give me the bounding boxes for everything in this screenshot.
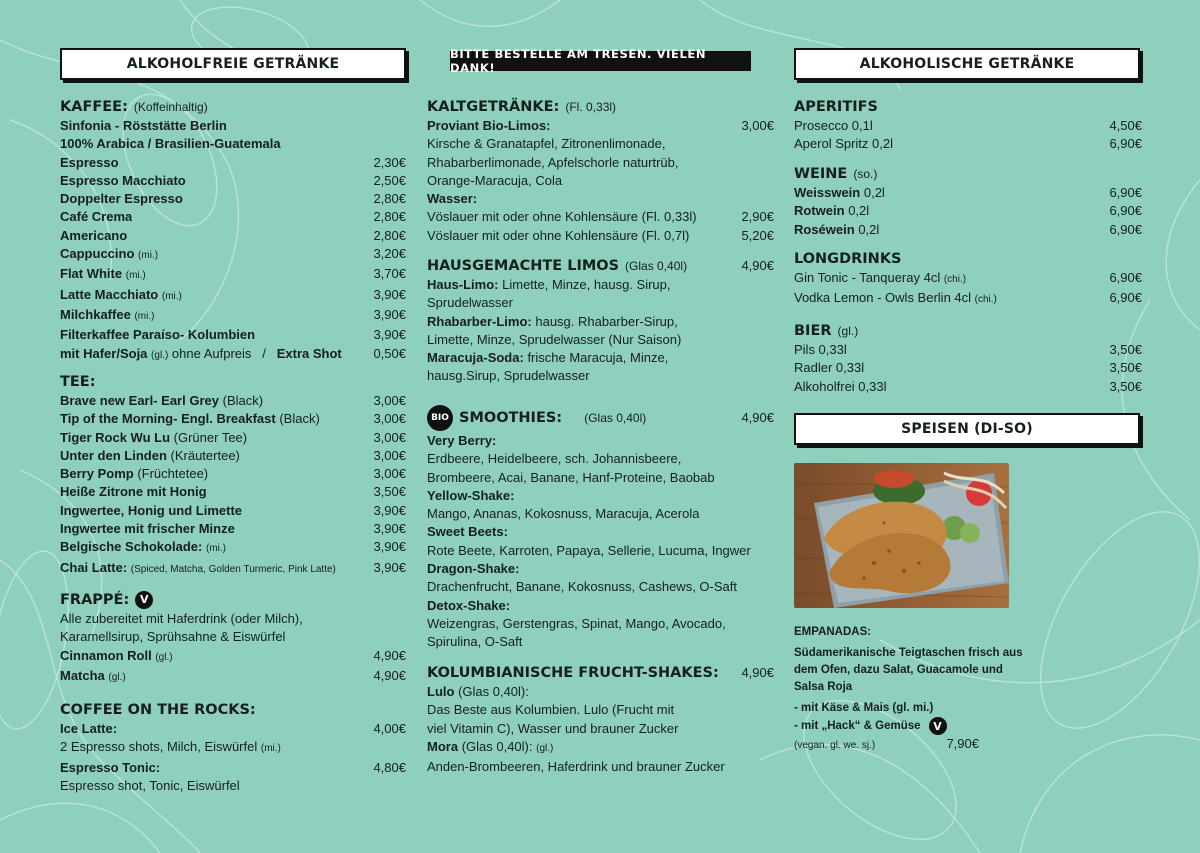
empanadas-desc-1: Südamerikanische Teigtaschen frisch aus [794,647,1023,659]
tee-item: Berry Pomp (Früchtetee) 3,00€ [60,466,406,482]
espresso-tonic-row: Espresso Tonic: 4,80€ [60,759,406,775]
tee-item: Belgische Schokolade: (mi.) 3,90€ [60,539,406,555]
aperitif-item: Aperol Spritz 0,2l 6,90€ [794,136,1142,152]
ice-latte-desc: 2 Espresso shots, Milch, Eiswürfel (mi.) [60,739,281,755]
section-hausgemachte-limos [427,256,774,386]
smoothie-desc: Mango, Ananas, Kokosnuss, Maracuja, Acerola [427,506,700,522]
rocks-title: COFFEE ON THE ROCKS: [60,702,256,718]
lulo-row: Lulo (Glas 0,40l): [427,684,529,699]
smoothie-desc: Brombeere, Acai, Banane, Hanf-Proteine, Baobab [427,469,715,485]
smoothie-desc: Rote Beete, Karroten, Papaya, Sellerie, Lucuma, Ingwer [427,542,751,558]
section-aperitifs [794,97,1142,154]
weine-title: WEINE (so.) [794,166,878,182]
frappe-desc-1: Alle zubereitet mit Haferdrink (oder Milch), [60,611,303,626]
kaffee-item: Doppelter Espresso 2,80€ [60,191,406,207]
kaffee-item: Americano 2,80€ [60,227,406,243]
kaffee-item: Espresso Macchiato 2,50€ [60,172,406,188]
section-tee [60,372,406,579]
kolumb-title: KOLUMBIANISCHE FRUCHT-SHAKES: 4,90€ [427,665,774,681]
proviant-desc-2: Rhabarberlimonade, Apfelschorle naturtrüb, [427,154,679,170]
bier-title: BIER (gl.) [794,323,859,339]
ice-latte-row: Ice Latte: 4,00€ [60,721,406,736]
empanadas-title: EMPANADAS: [794,626,872,638]
empanadas-desc-3: Salsa Roja [794,681,853,693]
empanadas-price-row: (vegan. gl. we. sj.) 7,90€ [794,736,979,751]
proviant-desc-3: Orange-Maracuja, Cola [427,172,563,188]
tee-item: Ingwertee, Honig und Limette 3,90€ [60,502,406,518]
tee-item: Tip of the Morning- Engl. Breakfast (Black) 3,00€ [60,411,406,427]
kaffee-item: Flat White (mi.) 3,70€ [60,266,406,282]
frappe-desc-2: Karamellsirup, Sprühsahne & Eiswürfel [60,629,286,645]
section-coffee-on-the-rocks [60,700,406,795]
section-bier [794,321,1142,396]
smoothies-title: BIO SMOOTHIES: (Glas 0,40l) 4,90€ [427,404,774,432]
limo-item-desc: Limette, Minze, Sprudelwasser (Nur Saison) [427,331,682,347]
wasser-label: Wasser: [427,191,478,207]
smoothie-desc: Weizengras, Gerstengras, Spinat, Mango, Avocado, [427,615,726,631]
lulo-desc-1: Das Beste aus Kolumbien. Lulo (Frucht mit [427,702,675,718]
chai-latte-row: Chai Latte: (Spiced, Matcha, Golden Turmeric, Pink Latte) 3,90€ [60,559,406,575]
smoothie-name: Dragon-Shake: [427,561,520,577]
empanadas-option-1: - mit Käse & Mais (gl. mi.) [794,702,934,714]
limo-item: Haus-Limo: Limette, Minze, hausg. Sirup, [427,277,671,292]
kaffee-item: Filterkaffee Paraíso- Kolumbien 3,90€ [60,327,406,343]
section-empanadas [794,624,1142,754]
wein-item: Rotwein 0,2l 6,90€ [794,203,1142,219]
tee-item: Unter den Linden (Kräutertee) 3,00€ [60,447,406,463]
section-frappe [60,590,406,687]
smoothie-desc: Drachenfrucht, Banane, Kokosnuss, Cashews, O-Saft [427,579,737,595]
kaffee-item: Cappuccino (mi.) 3,20€ [60,246,406,262]
header-alkoholfreie-getraenke: ALKOHOLFREIE GETRÄNKE [60,48,406,80]
smoothie-name: Detox-Shake: [427,597,511,613]
longdrink-item: Gin Tonic - Tanqueray 4cl (chi.) 6,90€ [794,270,1142,285]
tee-item: Ingwertee mit frischer Minze 3,90€ [60,521,406,537]
bio-icon: BIO [427,405,453,431]
empanadas-option-2: - mit „Hack“ & Gemüse V [794,717,1142,735]
bier-item: Alkoholfrei 0,33l 3,50€ [794,378,1142,394]
empanadas-desc-2: dem Ofen, dazu Salat, Guacamole und [794,664,1003,676]
tee-item: Brave new Earl- Earl Grey (Black) 3,00€ [60,393,406,408]
wein-item: Roséwein 0,2l 6,90€ [794,221,1142,237]
proviant-row: Proviant Bio-Limos: 3,00€ [427,118,774,133]
limo-item-desc: hausg.Sirup, Sprudelwasser [427,368,590,384]
smoothie-desc: Erdbeere, Heidelbeere, sch. Johannisbeere, [427,451,682,467]
kaffee-origin-2: 100% Arabica / Brasilien-Guatemala [60,136,281,152]
tee-item: Tiger Rock Wu Lu (Grüner Tee) 3,00€ [60,429,406,445]
header-speisen: SPEISEN (DI-SO) [794,413,1140,445]
empanada-photo [794,463,1009,608]
espresso-tonic-desc: Espresso shot, Tonic, Eiswürfel [60,777,240,793]
kaffee-item: Café Crema 2,80€ [60,209,406,225]
longdrink-item: Vodka Lemon - Owls Berlin 4cl (chi.) 6,90€ [794,290,1142,306]
hafer-soja-row: mit Hafer/Soja (gl.) ohne Aufpreis / Extra Shot 0,50€ [60,345,406,361]
section-weine [794,164,1142,239]
kalt-title: KALTGETRÄNKE: (Fl. 0,33l) [427,99,617,115]
bier-item: Radler 0,33l 3,50€ [794,360,1142,376]
order-at-counter-banner: BITTE BESTELLE AM TRESEN. VIELEN DANK! [450,51,751,71]
frappe-title: FRAPPÉ: V [60,590,406,610]
section-kaltgetraenke [427,97,774,245]
vegan-icon: V [135,591,153,609]
water-item: Vöslauer mit oder ohne Kohlensäure (Fl. 0,33l) 2,90€ [427,209,774,225]
mora-desc: Anden-Brombeeren, Haferdrink und brauner Zucker [427,759,725,775]
aperitifs-title: APERITIFS [794,99,878,115]
limo-item: Rhabarber-Limo: hausg. Rhabarber-Sirup, [427,313,678,329]
tee-title: TEE: [60,374,96,390]
kaffee-origin-1: Sinfonia - Röststätte Berlin [60,118,227,133]
section-kolumbianische-shakes [427,663,774,776]
frappe-item: Cinnamon Roll (gl.) 4,90€ [60,647,406,663]
frappe-item: Matcha (gl.) 4,90€ [60,667,406,683]
water-item: Vöslauer mit oder ohne Kohlensäure (Fl. 0,7l) 5,20€ [427,227,774,243]
kaffee-item: Milchkaffee (mi.) 3,90€ [60,306,406,322]
longdrinks-title: LONGDRINKS [794,251,902,267]
header-alkoholische-getraenke: ALKOHOLISCHE GETRÄNKE [794,48,1140,80]
section-smoothies [427,404,774,652]
smoothie-desc: Spirulina, O-Saft [427,634,523,650]
kaffee-title: KAFFEE: (Koffeinhaltig) [60,99,208,115]
smoothie-name: Sweet Beets: [427,524,508,540]
kaffee-item: Latte Macchiato (mi.) 3,90€ [60,286,406,302]
bier-item: Pils 0,33l 3,50€ [794,342,1142,357]
limo-item-desc: Sprudelwasser [427,295,513,311]
smoothie-name: Very Berry: [427,433,497,448]
kaffee-item: Espresso 2,30€ [60,154,406,170]
tee-item: Heiße Zitrone mit Honig 3,50€ [60,484,406,500]
mora-row: Mora (Glas 0,40l): (gl.) [427,738,554,754]
section-kaffee [60,97,406,365]
vegan-icon: V [929,717,947,735]
section-longdrinks [794,249,1142,310]
lulo-desc-2: viel Vitamin C), Wasser und brauner Zucker [427,720,679,736]
smoothie-name: Yellow-Shake: [427,487,515,503]
wein-item: Weisswein 0,2l 6,90€ [794,185,1142,200]
proviant-desc-1: Kirsche & Granatapfel, Zitronenlimonade, [427,136,666,152]
limo-item: Maracuja-Soda: frische Maracuja, Minze, [427,350,669,366]
aperitif-item: Prosecco 0,1l 4,50€ [794,118,1142,133]
limos-title: HAUSGEMACHTE LIMOS (Glas 0,40l) 4,90€ [427,258,774,274]
